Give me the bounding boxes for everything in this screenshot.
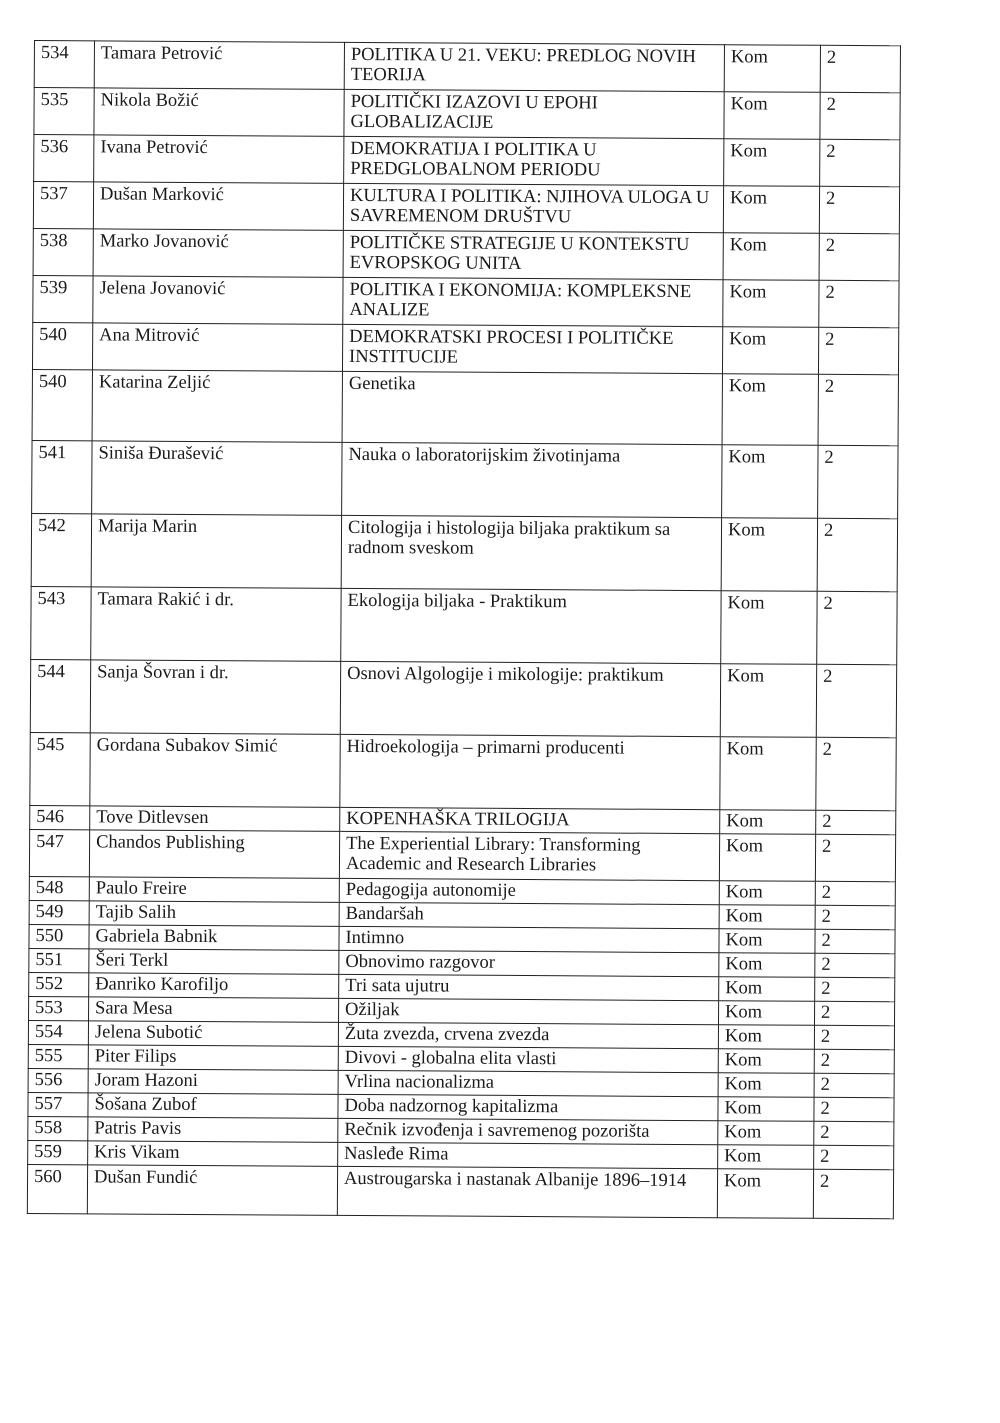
- unit-cell: Kom: [718, 1049, 814, 1074]
- quantity-cell: 2: [815, 977, 895, 1001]
- author-cell: Šeri Terkl: [89, 949, 339, 975]
- unit-cell: Kom: [718, 1025, 814, 1050]
- title-cell: Tri sata ujutru: [339, 974, 719, 1000]
- book-order-table: [27, 40, 901, 1219]
- table-row: [34, 135, 900, 187]
- unit-cell: Kom: [724, 45, 820, 93]
- quantity-cell: 2: [819, 280, 899, 327]
- unit-cell: Kom: [718, 1121, 814, 1146]
- title-cell: Ekologija biljaka - Praktikum: [341, 588, 721, 663]
- table-row: [31, 586, 897, 664]
- row-number: 559: [28, 1140, 88, 1164]
- unit-cell: Kom: [720, 810, 816, 835]
- row-number: 544: [30, 659, 90, 732]
- title-cell: Austrougarska i nastanak Albanije 1896–1914: [337, 1166, 717, 1217]
- unit-cell: Kom: [720, 737, 816, 811]
- title-cell: Doba nadzornog kapitalizma: [338, 1094, 718, 1120]
- title-cell: Hidroekologija – primarni producenti: [340, 734, 720, 809]
- unit-cell: Kom: [719, 881, 815, 906]
- title-cell: Obnovimo razgovor: [339, 950, 719, 976]
- author-cell: Paulo Freire: [89, 877, 339, 903]
- title-cell: POLITIKA U 21. VEKU: PREDLOG NOVIH TEORIJA: [344, 42, 724, 91]
- quantity-cell: 2: [814, 1001, 894, 1025]
- row-number: 540: [32, 322, 92, 369]
- title-cell: Rečnik izvođenja i savremenog pozorišta: [338, 1118, 718, 1144]
- author-cell: Sanja Šovran i dr.: [90, 660, 340, 735]
- author-cell: Đanriko Karofiljo: [89, 973, 339, 999]
- table-row: [32, 369, 898, 445]
- row-number: 547: [29, 829, 89, 876]
- row-number: 538: [33, 228, 93, 275]
- quantity-cell: 2: [813, 1169, 893, 1218]
- quantity-cell: 2: [818, 327, 898, 374]
- author-cell: Jelena Jovanović: [93, 276, 343, 325]
- row-number: 549: [29, 900, 89, 924]
- quantity-cell: 2: [814, 1097, 894, 1121]
- quantity-cell: 2: [815, 834, 895, 881]
- unit-cell: Kom: [721, 591, 817, 665]
- row-number: 543: [31, 586, 91, 659]
- row-number: 535: [34, 88, 94, 135]
- author-cell: Piter Filips: [88, 1045, 338, 1071]
- quantity-cell: 2: [819, 233, 899, 280]
- quantity-cell: 2: [815, 929, 895, 953]
- table-row: [34, 41, 900, 93]
- author-cell: Patris Pavis: [88, 1117, 338, 1143]
- row-number: 541: [32, 440, 92, 513]
- row-number: 546: [30, 805, 90, 829]
- unit-cell: Kom: [718, 1001, 814, 1026]
- row-number: 539: [33, 275, 93, 322]
- author-cell: Siniša Đurašević: [92, 441, 342, 516]
- row-number: 550: [29, 924, 89, 948]
- unit-cell: Kom: [719, 929, 815, 954]
- title-cell: The Experiential Library: Transforming Academic and Research Libraries: [339, 831, 719, 880]
- unit-cell: Kom: [719, 834, 815, 882]
- unit-cell: Kom: [722, 374, 818, 446]
- unit-cell: Kom: [722, 445, 818, 519]
- row-number: 557: [28, 1092, 88, 1116]
- unit-cell: Kom: [722, 327, 818, 375]
- quantity-cell: 2: [819, 186, 899, 233]
- author-cell: Joram Hazoni: [88, 1069, 338, 1095]
- unit-cell: Kom: [719, 953, 815, 978]
- author-cell: Gordana Subakov Simić: [90, 733, 340, 808]
- row-number: 545: [30, 732, 90, 805]
- table-row: [27, 1164, 893, 1218]
- unit-cell: Kom: [719, 977, 815, 1002]
- row-number: 555: [28, 1044, 88, 1068]
- quantity-cell: 2: [815, 881, 895, 905]
- author-cell: Sara Mesa: [89, 997, 339, 1023]
- quantity-cell: 2: [820, 139, 900, 186]
- row-number: 560: [27, 1164, 87, 1213]
- row-number: 551: [29, 948, 89, 972]
- title-cell: Vrlina nacionalizma: [338, 1070, 718, 1096]
- quantity-cell: 2: [820, 92, 900, 139]
- title-cell: DEMOKRATSKI PROCESI I POLITIČKE INSTITUCIJE: [342, 324, 722, 373]
- table-row: [32, 322, 898, 374]
- author-cell: Jelena Subotić: [88, 1021, 338, 1047]
- unit-cell: Kom: [723, 280, 819, 328]
- author-cell: Chandos Publishing: [89, 830, 339, 879]
- title-cell: Nasleđe Rima: [338, 1142, 718, 1168]
- title-cell: POLITIČKI IZAZOVI U EPOHI GLOBALIZACIJE: [344, 89, 724, 138]
- table-row: [29, 829, 895, 881]
- title-cell: Genetika: [342, 371, 722, 444]
- title-cell: KOPENHAŠKA TRILOGIJA: [340, 807, 720, 833]
- quantity-cell: 2: [818, 445, 898, 518]
- row-number: 537: [33, 182, 93, 229]
- author-cell: Marko Jovanović: [93, 229, 343, 278]
- table-row: [33, 228, 899, 280]
- title-cell: Intimno: [339, 926, 719, 952]
- row-number: 548: [29, 876, 89, 900]
- quantity-cell: 2: [818, 374, 898, 445]
- quantity-cell: 2: [820, 45, 900, 92]
- row-number: 556: [28, 1068, 88, 1092]
- table-row: [30, 659, 896, 737]
- unit-cell: Kom: [718, 1097, 814, 1122]
- title-cell: Ožiljak: [339, 998, 719, 1024]
- row-number: 552: [29, 972, 89, 996]
- quantity-cell: 2: [816, 664, 896, 737]
- quantity-cell: 2: [816, 737, 896, 810]
- author-cell: Tove Ditlevsen: [90, 806, 340, 832]
- author-cell: Gabriela Babnik: [89, 925, 339, 951]
- table-row: [33, 182, 899, 234]
- quantity-cell: 2: [814, 1121, 894, 1145]
- author-cell: Kris Vikam: [88, 1141, 338, 1167]
- unit-cell: Kom: [724, 92, 820, 140]
- author-cell: Tamara Petrović: [94, 41, 344, 90]
- unit-cell: Kom: [723, 233, 819, 281]
- author-cell: Dušan Marković: [93, 182, 343, 231]
- quantity-cell: 2: [815, 953, 895, 977]
- unit-cell: Kom: [721, 518, 817, 592]
- title-cell: Pedagogija autonomije: [339, 878, 719, 904]
- table-row: [32, 440, 898, 518]
- author-cell: Katarina Zeljić: [92, 370, 342, 443]
- unit-cell: Kom: [720, 664, 816, 738]
- row-number: 542: [31, 513, 91, 586]
- table-row: [34, 88, 900, 140]
- author-cell: Nikola Božić: [94, 88, 344, 137]
- title-cell: KULTURA I POLITIKA: NJIHOVA ULOGA U SAVREMENOM DRUŠTVU: [343, 183, 723, 232]
- title-cell: Žuta zvezda, crvena zvezda: [338, 1022, 718, 1048]
- table-body: [27, 41, 900, 1219]
- author-cell: Ana Mitrović: [92, 323, 342, 372]
- quantity-cell: 2: [814, 1073, 894, 1097]
- unit-cell: Kom: [719, 905, 815, 930]
- unit-cell: Kom: [718, 1073, 814, 1098]
- unit-cell: Kom: [723, 186, 819, 234]
- table-row: [30, 732, 896, 810]
- title-cell: POLITIKA I EKONOMIJA: KOMPLEKSNE ANALIZE: [343, 277, 723, 326]
- author-cell: Tajib Salih: [89, 901, 339, 927]
- title-cell: Nauka o laboratorijskim životinjama: [342, 442, 722, 517]
- author-cell: Tamara Rakić i dr.: [91, 587, 341, 662]
- title-cell: POLITIČKE STRATEGIJE U KONTEKSTU EVROPSKOG UNITA: [343, 230, 723, 279]
- quantity-cell: 2: [814, 1145, 894, 1169]
- quantity-cell: 2: [817, 591, 897, 664]
- title-cell: Citologija i histologija biljaka praktikum sa radnom sveskom: [341, 515, 721, 590]
- quantity-cell: 2: [814, 1049, 894, 1073]
- row-number: 534: [34, 41, 94, 88]
- row-number: 554: [28, 1020, 88, 1044]
- title-cell: DEMOKRATIJA I POLITIKA U PREDGLOBALNOM PERIODU: [344, 136, 724, 185]
- row-number: 558: [28, 1116, 88, 1140]
- row-number: 540: [32, 369, 92, 440]
- unit-cell: Kom: [717, 1169, 813, 1219]
- unit-cell: Kom: [718, 1145, 814, 1170]
- author-cell: Marija Marin: [91, 514, 341, 589]
- author-cell: Ivana Petrović: [94, 135, 344, 184]
- author-cell: Dušan Fundić: [87, 1165, 337, 1216]
- row-number: 553: [29, 996, 89, 1020]
- title-cell: Osnovi Algologije i mikologije: praktikum: [340, 661, 720, 736]
- table-row: [33, 275, 899, 327]
- document-page: [27, 40, 900, 1219]
- author-cell: Šošana Zubof: [88, 1093, 338, 1119]
- title-cell: Divovi - globalna elita vlasti: [338, 1046, 718, 1072]
- quantity-cell: 2: [814, 1025, 894, 1049]
- table-row: [31, 513, 897, 591]
- title-cell: Bandaršah: [339, 902, 719, 928]
- unit-cell: Kom: [724, 139, 820, 187]
- quantity-cell: 2: [815, 905, 895, 929]
- quantity-cell: 2: [816, 810, 896, 834]
- row-number: 536: [34, 135, 94, 182]
- quantity-cell: 2: [817, 518, 897, 591]
